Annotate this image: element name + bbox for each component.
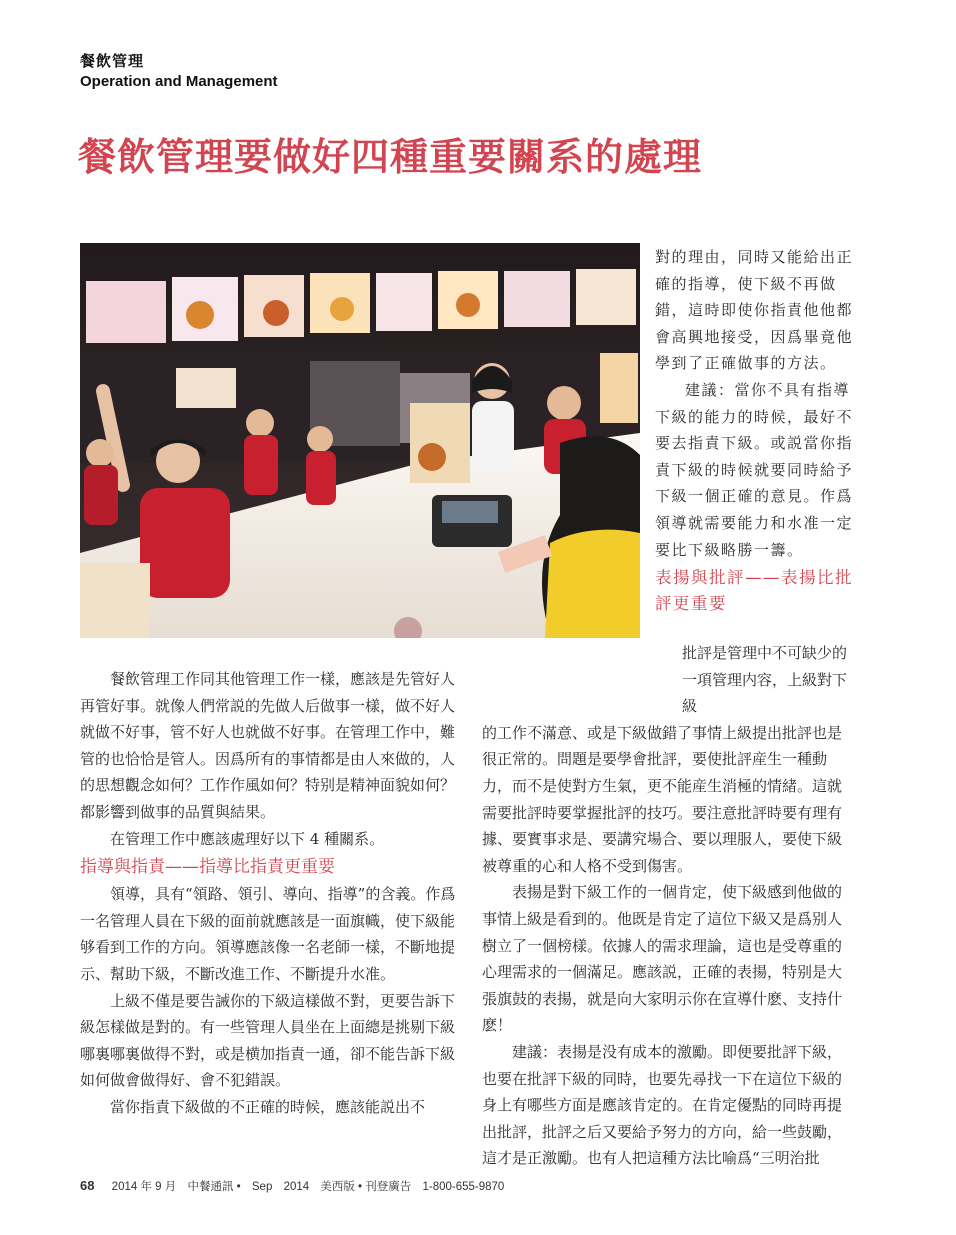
paragraph: 領導，具有“領路、領引、導向、指導”的含義。作爲一名管理人員在下級的面前就應該是一面旗幟，使下級能够看到工作的方向。領導應該像一名老師一樣，不斷地提示、幫助下級，不斷改進工作、不斷提升水准。 [80,885,456,983]
paragraph: 表揚是對下級工作的一個肯定，使下級感到他做的事情上級是看到的。他既是肯定了這位下級又是爲别人樹立了一個榜樣。依據人的需求理論，這也是受尊重的心理需求的一個滿足。應該説，正確的表揚，特别是大張旗鼓的表揚，就是向大家明示你在宣導什麽、支持什麽！ [482,883,843,1035]
issue-month: Sep [251,1181,273,1193]
paragraph: 的工作不滿意、或是下級做錯了事情上級提出批評也是很正常的。問題是要學會批評，要使批評産生一種動力，而不是使對方生氣，更不能産生消極的情緒。這就需要批評時要掌握批評的技巧。要注意批評時要有理有據、要實事求是、要講究場合、要以理服人，要使下級被尊重的心和人格不受到傷害。 [482,723,843,875]
page-footer [80,1178,512,1194]
paragraph: 對的理由，同時又能給出正確的指導，使下級不再做錯，這時即使你指責他他都會高興地接受，因爲畢竟他學到了正確做事的方法。 [655,248,854,373]
page-number: 68 [80,1178,95,1193]
magazine-name: 中餐通訊 • [187,1181,241,1193]
section-label: 餐飲管理 [80,52,145,70]
issue-date: 2014 年 9 月 [111,1181,177,1193]
publication-edition: 美西版 • 刊登廣告 [320,1181,412,1193]
paragraph: 餐飲管理工作同其他管理工作一樣，應該是先管好人再管好事。就像人們常説的先做人后做事一樣，做不好人就做不好事，管不好人也就做不好事。在管理工作中，難管的也恰恰是管人。因爲所有的事情都是由人來做的，人的思想觀念如何？工作作風如何？特别是精神面貌如何？都影響到做事的品質與結果。 [80,670,456,821]
paragraph: 上級不僅是要告誡你的下級這樣做不對，更要告訴下級怎樣做是對的。有一些管理人員坐在上面總是挑剔下級哪裏哪裏做得不對，或是横加指責一通，卻不能告訴下級如何做會做得好、會不犯錯誤。 [80,991,456,1090]
article-title: 餐飲管理要做好四種重要關系的處理 [78,134,703,179]
phone-number: 1-800-655-9870 [422,1181,505,1193]
paragraph: 建議：當你不具有指導下級的能力的時候，最好不要去指責下級。或説當你指責下級的時候就要同時給予下級一個正確的意見。作爲領導就需要能力和水准一定要比下級略勝一籌。 [655,380,854,559]
section-label-english: Operation and Management [80,73,278,90]
subheading: 表揚與批評——表揚比批評更重要 [655,568,853,614]
restaurant-counter-photo [80,243,640,638]
subheading: 指導與指責——指導比指責更重要 [80,857,335,878]
paragraph: 在管理工作中應該處理好以下 4 種關系。 [110,829,385,848]
counter-scene-illustration [80,243,640,638]
paragraph: 當你指責下級做的不正確的時候，應該能説出不 [110,1097,426,1116]
column-left [80,666,456,1121]
column-right-top [655,244,855,617]
column-right [482,640,856,1172]
paragraph: 建議：表揚是没有成本的激勵。即便要批評下級，也要在批評下級的同時，也要先尋找一下在這位下級的身上有哪些方面是應該肯定的。在肯定優點的同時再提出批評，批評之后又要給予努力的方向，給一些鼓勵，這才是正激勵。也有人把這種方法比喻爲“三明治批 [482,1042,843,1168]
paragraph-start: 批評是管理中不可缺少的一項管理内容，上級對下級 [682,644,848,716]
issue-year: 2014 [283,1181,310,1193]
